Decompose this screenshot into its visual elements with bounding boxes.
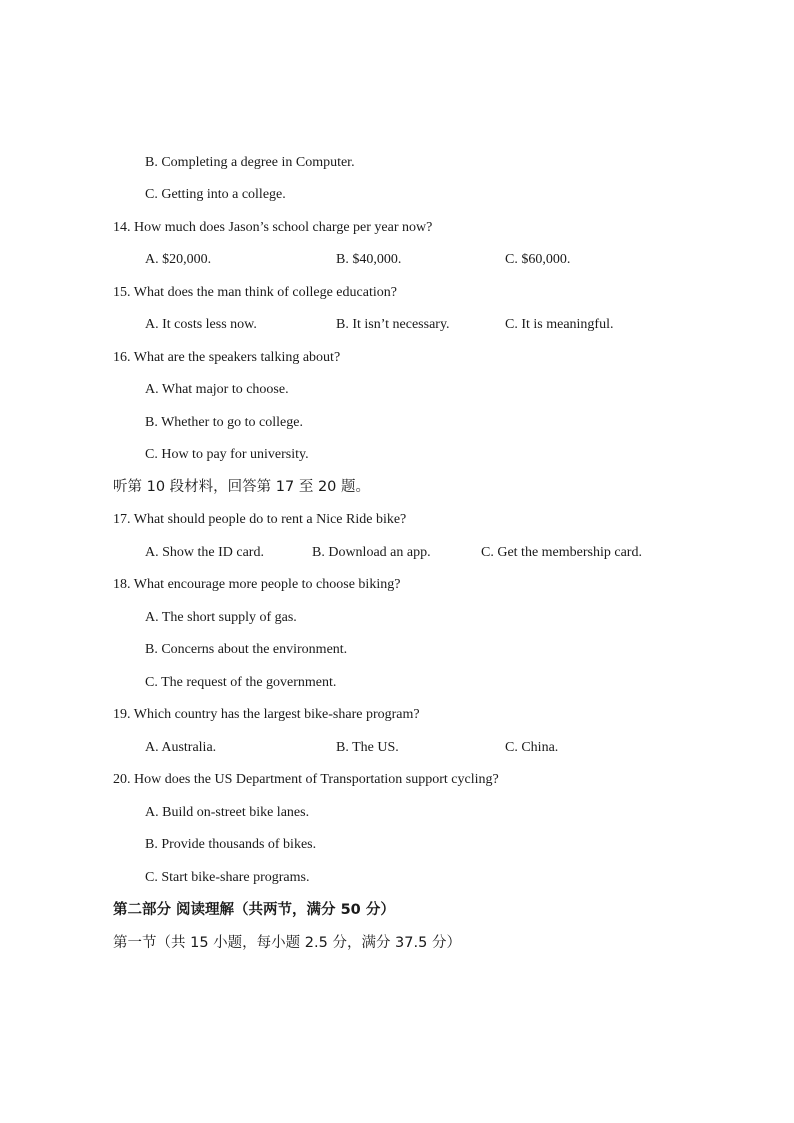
q15-question: 15. What does the man think of college education? [113,285,397,300]
q19-option-a: A. Australia. [145,740,217,755]
q19-option-b: B. The US. [336,740,399,755]
q20-question: 20. How does the US Department of Transportation support cycling? [113,772,499,787]
q14-option-b: B. $40,000. [336,252,402,267]
q17-option-a: A. Show the ID card. [145,545,264,560]
section1-heading: 第一节（共 15 小题，每小题 2.5 分，满分 37.5 分） [113,935,461,951]
q13-option-b: B. Completing a degree in Computer. [145,155,355,170]
q14-option-c: C. $60,000. [505,252,571,267]
q20-option-b: B. Provide thousands of bikes. [145,837,317,852]
q17-option-c: C. Get the membership card. [481,545,642,560]
q18-question: 18. What encourage more people to choose biking? [113,577,401,592]
q20-option-a: A. Build on-street bike lanes. [145,805,310,820]
q14-question: 14. How much does Jason’s school charge per year now? [113,220,433,235]
section10-instruction: 听第 10 段材料，回答第 17 至 20 题。 [113,479,371,495]
q19-option-c: C. China. [505,740,559,755]
q13-option-c: C. Getting into a college. [145,187,286,202]
q19-question: 19. Which country has the largest bike-share program? [113,707,420,722]
q16-question: 16. What are the speakers talking about? [113,350,341,365]
q17-option-b: B. Download an app. [312,545,431,560]
q15-option-c: C. It is meaningful. [505,317,614,332]
q18-option-c: C. The request of the government. [145,675,337,690]
q18-option-a: A. The short supply of gas. [145,610,297,625]
part2-heading: 第二部分 阅读理解（共两节，满分 50 分） [113,902,395,918]
q16-option-c: C. How to pay for university. [145,447,309,462]
q15-option-a: A. It costs less now. [145,317,257,332]
q14-option-a: A. $20,000. [145,252,212,267]
q20-option-c: C. Start bike-share programs. [145,870,310,885]
q16-option-b: B. Whether to go to college. [145,415,303,430]
q15-option-b: B. It isn’t necessary. [336,317,450,332]
q18-option-b: B. Concerns about the environment. [145,642,348,657]
q16-option-a: A. What major to choose. [145,382,289,397]
q17-question: 17. What should people do to rent a Nice Ride bike? [113,512,407,527]
